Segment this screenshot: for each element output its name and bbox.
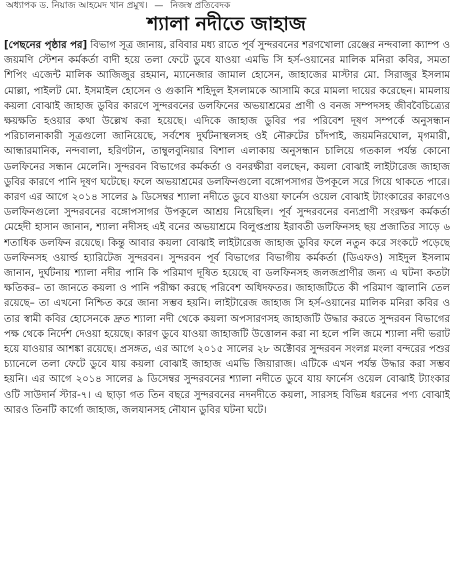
top-strip-left-text: অধ্যাপক ড. নিয়াজ আহমেদ খান প্রমুখ। [6,1,148,11]
article-paragraph [4,38,450,418]
article-headline: শ্যালা নদীতে জাহাজ [147,13,306,35]
separator-dash: — [154,1,164,11]
article-text: বিভাগ সূত্র জানায়, রবিবার মধ্য রাতে পূর্ব সুন্দরবনের শরণখোলা রেঞ্জের নন্দবালা ক্যাম্প ও জয়মণি স্টেশন কর্মকর্তা বাদী হয়ে তলা ফেটে ডুবে যাওয়া এমভি সি হর্স-ওয়ানের মালিক মনিরা কবির, সমতা শিপিং এজেন্ট মালিক আজিজুর রহমান, ম্যানেজার জামাল হোসেন, জাহাজের মাস্টার মো. সিরাজুর ইসলাম মোল্লা, পাইলট মো. ইসমাইল হোসেন ও গুকানি শহিদুল ইসলামকে আসামি করে মামলা দায়ের করেছেন। মামলায় কয়লা বোঝাই জাহাজ ডুবির কারণে সুন্দরবনের ডলফিনের অভয়াশ্রমের প্রাণী ও বনজ সম্পদসহ জীববৈচিত্র্যের ক্ষয়ক্ষতি হওয়ার কথা উল্লেখ করা হয়েছে। এদিকে জাহাজ ডুবির পর পরিবেশ দূষণ সম্পর্কে অনুসন্ধান পরিচালনাকারী সূত্রগুলো জানিয়েছে, সর্বশেষ দুর্ঘটনাস্থলসহ ওই নৌরুটের চাঁদপাই, জয়মনিরঘোল, মৃগমারী, আন্ধারমানিক, নন্দবালা, হরিণটান, তাম্বুলবুনিয়ার বিশাল এলাকায় অনুসন্ধান চালিয়ে গতকাল পর্যন্ত কোনো ডলফিনের সন্ধান মেলেনি। সুন্দরবন বিভাগের কর্মকর্তা ও বনরক্ষীরা বলছেন, কয়লা বোঝাই লাইটারেজ জাহাজ ডুবির কারণে পানি দূষণ ঘটেছে। ফলে অভয়াশ্রমের ডলফিনগুলো বঙ্গোপসাগর উপকূলে সরে গিয়ে থাকতে পারে। কারণ এর আগে ২০১৪ সালের ৯ ডিসেম্বর শ্যালা নদীতে ডুবে যাওয়া ফার্নেস ওয়েল বোঝাই ট্যাংকারের কারণেও ডলফিনগুলো সুন্দরবনের বঙ্গোপসাগর উপকূলে আশ্রয় নিয়েছিল। পূর্ব সুন্দরবনের বন্যপ্রাণী সংরক্ষণ কর্মকর্তা মেহেদী হাসান জানান, শ্যালা নদীসহ এই বনের অভয়াশ্রমে বিলুপ্তপ্রায় ইরাবতী ডলফিনসহ ছয় প্রজাতির সাড়ে ৬ শতাধিক ডলফিন রয়েছে। কিন্তু আবার কয়লা বোঝাই লাইটারেজ জাহাজ ডুবির ফলে নতুন করে সংকটে পড়েছে ডলফিনসহ ওয়ার্ল্ড হ্যারিটেজ সুন্দরবন। সুন্দরবন পূর্ব বিভাগের বিভাগীয় কর্মকর্তা (ডিএফও) সাইদুল ইসলাম জানান, দুর্ঘটনায় শ্যালা নদীর পানি কি পরিমাণ দূষিত হয়েছে বা ডলফিনসহ জলজপ্রাণীর জন্য এ ঘটনা কতটা ক্ষতিকর– তা জানতে কয়লা ও পানি পরীক্ষা করছে পরিবেশ অধিদফতর। জাহাজটিতে কী পরিমাণ জ্বালানি তেল রয়েছে– তা এখনো নিশ্চিত করে জানা সম্ভব হয়নি। লাইটারেজ জাহাজ সি হর্স-ওয়ানের মালিক মনিরা কবির ও তার স্বামী কবির হোসেনকে দ্রুত শ্যালা নদী থেকে কয়লা অপসারণসহ জাহাজটি উদ্ধার করতে সুন্দরবন বিভাগের পক্ষ থেকে নির্দেশ দেওয়া হয়েছে। কারণ ডুবে যাওয়া জাহাজটি উত্তোলন করা না হলে পলি জমে শ্যালা নদী ভরাট হয়ে যাওয়ার আশঙ্কা রয়েছে। প্রসঙ্গত, এর আগে ২০১৫ সালের ২৮ অক্টোবর সুন্দরবন সংলগ্ন মংলা বন্দরের পশুর চ্যানেলে তলা ফেটে ডুবে যায় কয়লা বোঝাই জাহাজ এমভি জিয়ারাজ। এটিকে এখন পর্যন্ত উদ্ধার করা সম্ভব হয়নি। এর আগে ২০১৪ সালের ৯ ডিসেম্বর সুন্দরবনের শ্যালা নদীতে ডুবে যায় ফার্নেস ওয়েল বোঝাই ট্যাংকার ওটি সাউদার্ন স্টার-৭। এ ছাড়া গত তিন বছরে সুন্দরবনের নদনদীতে কয়লা, সারসহ বিভিন্ন ধরনের পণ্য বোঝাই আরও তিনটি কার্গো জাহাজ, জলযানসহ নৌযান ডুবির ঘটনা ঘটে। [4,40,450,416]
article-body [4,38,450,558]
continuation-marker: [পেছনের পৃষ্ঠার পর] [4,40,88,51]
top-strip-right-text: নিজস্ব প্রতিবেদক [170,1,231,11]
